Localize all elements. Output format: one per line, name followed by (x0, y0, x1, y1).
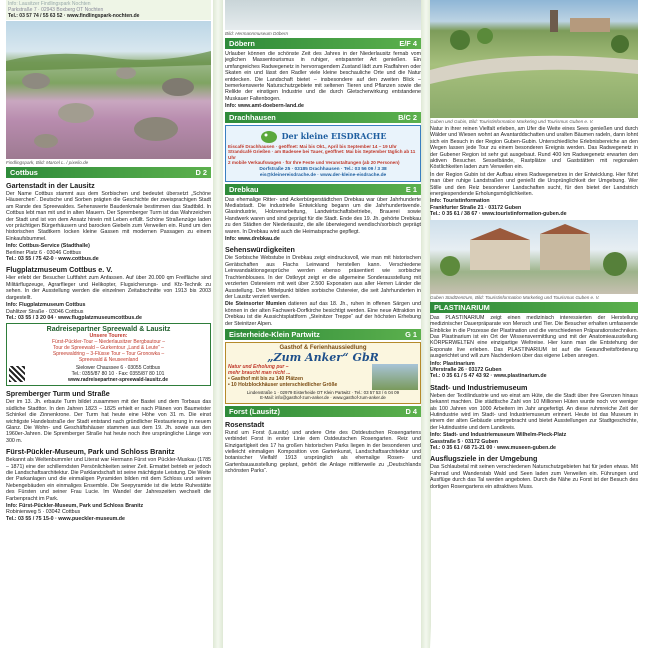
ad-line: Eiscafé Drachhausen · geöffnet: Mai bis Okt., April bis September 14 – 19 Uhr (228, 143, 397, 149)
ad-web[interactable]: E-Mail: info@gasthof-zum-anker.de · www.gasthof-zum-anker.de (260, 395, 386, 401)
info-line: Gasstraße 5 · 03172 Guben (430, 438, 499, 445)
top-info-line: Tel.: 03 57 74 / 55 63 52 · www.findlingspark-nochten.de (8, 13, 140, 19)
photo-caption: Guben Stadtzentrum, Bild: Touristinformation Marketing und Tourismus Guben e. V. (430, 294, 600, 300)
heading: Ausflugsziele in der Umgebung (430, 454, 538, 464)
ad-line: • 10 Holzblockhäuser unterschiedlicher Größe (228, 381, 338, 388)
ad-subtitle: Unsere Touren: (89, 333, 128, 340)
paragraph: Der Name Cottbus stammt aus dem Sorbischen und bedeutet übersetzt „Schöne Häuserchen“. Deutsche und Sorben prägten die Geschichte der zweisprachigen Stadt am Rande des Spreewaldes. Sehenswerte Baudenkmale bestimmen das Stadtbild. In Cottbus lebt man mit und in alten Mauern. Der Spremberger Turm ist das Wahrzeichen der Stadt und ist von dem Ansatz hinein mit Leben erfüllt. Schöne Straßenzüge laden vor prächtigen Bürgerhäusern und barocken Giebeln zum Verweilen ein. Rund um den historischen Stadtkern locken kleine Gassen mit modernen Passagen zu einem Einkaufsbummel. (6, 191, 211, 242)
paragraph: Das ehemalige Ritter- und Ackerbürgerstädtchen Drebkau war über Jahrhunderte Mediatstadt. Die industrielle Entwicklung begann um die Jahrhundertwende. Glasindustrie, Holzverarbeitung, Landwirtschaftsbetriebe, Brauerei sowie Handwerk waren und sind geprägt für die Stadt. Ende des 19. Jh. gehörte Drebkau zu den Städten der Niederlausitz, die alle überwiegend wendisch/sorbisch geprägt waren. In Drebkau wird auch die Heimatsprache gepflegt. (225, 196, 421, 235)
heading: Flugplatzmuseum Cottbus e. V. (6, 265, 113, 275)
doebern-photo (225, 0, 421, 30)
info-line: Tel.: 0 35 61 / 38 67 · www.touristinformation-guben.de (430, 211, 567, 218)
paragraph: Hier erlebt der Besucher Luftfahrt zum Anfassen. Auf über 20.000 qm Freifläche sind Militärflugzeuge, Agrarflieger und Helikopter, Flugsicherungs- und Kfz-Technik zu sehen. In der Ausstellung werden die einzelnen Zeitabschnitte von 1913 bis 2003 dargestellt. (6, 275, 211, 301)
map-grid-ref: E/F 4 (399, 39, 417, 48)
ad-phone: Tel.: 0355/87 80 10 · Fax: 0355/87 80 101 (71, 371, 165, 378)
column-gutter (213, 0, 223, 648)
ad-contact (9, 365, 208, 383)
guben-photo (430, 0, 638, 118)
map-grid-ref: B/C 2 (398, 112, 417, 122)
section-title: Drachhausen (229, 112, 276, 122)
dragon-icon (260, 128, 278, 144)
inline-heading: Die Steinsorter Mumien (225, 301, 286, 308)
map-grid-ref: D 4 (405, 406, 417, 416)
paragraph: In der Region Gubin ist der Aufbau eines Radwegenetzes in der Entwicklung. Hier führt man über ruhige Landstraßen und genießt die Ursprünglichkeit der Umgebung. Wer Stille und den Reiz besonderer Landschaften sucht, für den bietet der Landstrich energiespendende Erholungsmöglichkeiten. (430, 171, 638, 198)
ad-title: Gasthof & Ferienhaussiedlung (279, 344, 367, 351)
info-line: Info: Touristinformation (430, 198, 490, 205)
info-line: Berliner Platz 6 · 03046 Cottbus (6, 249, 82, 256)
ad-body (228, 364, 418, 390)
section-bar-eisterheide (225, 329, 421, 340)
ad-tour-line: Fürst-Pückler-Tour – Niederlausitzer Bergbautour – (51, 339, 166, 346)
ad-address: Dorfstraße 25 · 03185 Drachhausen · Tel.: 03 56 09 / 3 38 (259, 167, 387, 173)
info-line: Info: Plastinarium (430, 360, 475, 367)
map-grid-ref: G 1 (405, 329, 417, 339)
paragraph (225, 301, 421, 327)
ad-address: Sielower Chaussee 6 · 03055 Cottbus (75, 365, 161, 372)
ad-header (228, 128, 418, 144)
map-grid-ref: E 1 (405, 184, 417, 194)
section-bar-cottbus (6, 167, 211, 178)
zum-anker-ad (225, 342, 421, 404)
info-line: Tel.: 03 55 / 75 15-0 · www.pueckler-museum.de (6, 515, 125, 522)
info-line: Info: Flugplatzmuseum Cottbus (6, 302, 86, 309)
section-title: Cottbus (10, 168, 38, 177)
ad-web[interactable]: eis@kleinereisdrache.de · www.der-kleine-eisdrache.de (259, 172, 387, 178)
ad-tour-line: Tour de Spreewald – Gurkentour „Land & Leute“ – (53, 345, 164, 352)
ad-line: mehr braucht man nicht ... (228, 369, 291, 376)
info-line: Tel.: 03 55 / 75 42-0 · www.cottbus.de (6, 256, 99, 263)
ad-web[interactable]: www.radreisepartner-spreewald-lausitz.de (67, 377, 169, 384)
info-line: Robinienweg 5 · 03042 Cottbus (6, 509, 81, 516)
paragraph: Neben der Textilindustrie und wo einst am Hüte, die die Stadt über ihre Grenzen hinaus bekannt machten. Die städtische Zahl von 10 Millionen Hüten wurde noch vor weniger als 100 Jahren von 1000 Arbeitern im Jahr angefertigt. An diese ruhmreiche Zeit der Hutindustrie wird im Stadt- und Industriemuseum erinnert. Heute ist das Museum in einem der alten Gebäude untergebracht und bietet Ausstellungen zur Stadtgeschichte, der Hutindustrie und dem Landkreis. (430, 392, 638, 431)
info-line: Info: www.amt-doebern-land.de (225, 103, 304, 110)
info-line: Dahlitzer Straße · 03046 Cottbus (6, 308, 84, 315)
section-title: Drebkau (229, 184, 259, 194)
photo-caption: Guben und Gubin, Bild: Touristinformation Marketing und Tourismus Guben e. V. (430, 119, 594, 124)
gasthof-photo (372, 364, 418, 390)
column-guben (430, 0, 638, 648)
paragraph: Das Schlaubetal mit seinen verschiedenen Naturschutzgebieten hat für jeden etwas. Mit Fahrrad und Wanderstab Wald und Seen laden zum Verweilen ein. Führungen und Ausflüge durch das Tal werden angeboten. Durch die Nähe zu Forst ist der Besuch des dortigen Rosengartens ein attraktives Muss. (430, 464, 638, 490)
guben-buildings-graphic (430, 220, 638, 294)
radreisepartner-ad (6, 323, 211, 386)
bottom-fade (6, 626, 211, 648)
ad-tour-line: Spreewald & Neuseenland (78, 357, 139, 364)
section-bar-plastinarium (430, 302, 638, 313)
heading: Sehenswürdigkeiten (225, 245, 295, 255)
paragraph: Urlauber können die schönste Zeit des Jahres in der Niederlausitz fernab vom jeglichen Massentourismus in ruhiger, entspannter Art genießen. Ein umfangreiches Radwegenetz in hervorragendem Zustand lädt zum Radfahren oder Skaten ein und lässt den Radler viele kleine beschauliche Orte und die Natur entdecken. Die Landschaft bietet – insbesondere auf den zweiten Blick – bemerkenswerte Naturschutzgebiete mit seltenen Tieren und Pflanzen sowie die Relikte der einstigen Industrie und die durch Gletscherwirkung entstandene Muskauer Faltenbogen. (225, 51, 421, 102)
qr-code-icon (9, 366, 25, 382)
info-line: Info: Cottbus-Service (Stadthalle) (6, 243, 90, 250)
paragraph: Natur in ihrer reinen Vielfalt erleben, am Ufer die Weite eines Sees genießen und durch Wälder und Wiesen wohnt an Avantarddschatten und uralten Bäumen radeln, dann lohnt sich ein Besuch in der Region Guben-Gubin. Unterschiedliche Erlebnisbereiche an den Wegen lassen jede Tour zu einem besonderen Ereignis werden. Das Radwegenetz in der Gubener Region ist sehr gut ausgebaut. Rund 400 km Radwegenetz erwarten den aktiven Besucher. Sesselbände, Rastplätze und Gaststätten mit regionalen Köstlichkeiten laden zum Verweilen ein. (430, 126, 638, 171)
section-bar-drachhausen (225, 112, 421, 123)
info-line: Tel.: 0 35 61 / 68 71-21 00 · www.museen-guben.de (430, 445, 556, 451)
bottom-fade (430, 626, 638, 648)
heading: Stadt- und Industriemuseum (430, 382, 528, 392)
photo-caption: Findlingspark, Bild: Marcel L. / pixelio.de (6, 160, 89, 165)
ad-address: Lindenstraße 1 · 02979 Eisterheide OT Klein Partwitz · Tel.: 03 57 53 / 6 04 09 (246, 389, 400, 395)
info-line: Info: Stadt- und Industriemuseum Wilhelm-Pieck-Platz (430, 432, 567, 439)
findlingspark-stones-graphic (6, 21, 211, 159)
paragraph-text: datieren auf das 18. Jh., ruhen in offenen Särgen und können in der alten Fachwerk-Dorfkirche besichtigt werden. Eine neue Attraktion in Drebkau ist die Aussichtsplattform „Steinitzer Treppe“ auf der höchsten Erhebung der Steinitzer Alpen. (225, 301, 421, 327)
map-grid-ref: D 2 (195, 168, 207, 177)
paragraph: Die Sorbische Webstube in Drebkau zeigt eindrucksvoll, wie man mit historischen Gerätschaften aus Flachs Leinwand herstellen kann. Verschiedene Leinwandaktionsgesprüche werden ebenso präsentiert wie sorbische Trachtenblouses. In der Ostkrypt zeigt er die allgemeine Sonderausstellung mit verzierten Ostereiern mit weit über 2.500 Exponaten aus aller Herren Länder die Ausstellung. Den Mittelpunkt bilden sorbische Ostereier, die seit Jahrhunderten in der Lausitz verziert werden. (225, 255, 421, 300)
info-line: Info: Fürst-Pückler-Museum, Park und Schloss Branitz (6, 503, 144, 509)
ad-line: • Gasthof mit bis zu 140 Plätzen (228, 375, 304, 382)
top-info (6, 0, 211, 20)
info-line: Info: www.drebkau.de (225, 236, 280, 243)
eisdrache-ad (225, 125, 421, 182)
info-line: Tel.: 0 35 61 / 5 47 43 92 · www.plastinarium.de (430, 373, 547, 380)
ad-line: Natur und Erholung pur – (228, 363, 289, 370)
heading: Fürst-Pückler-Museum, Park und Schloss Branitz (6, 447, 175, 457)
section-bar-forst (225, 406, 421, 417)
photo-caption: Bild: Hermannmuseum Döbern (225, 31, 289, 36)
paragraph: Der im 13. Jh. erbaute Turm bildet zusammen mit der Bastei und dem Torbaus das südliche Stadttor. In den Jahren 1823 – 1825 erhielt er nach Plänen von Baumeister Schinkel die Zinnenkrone. Der Turm hat heute eine Höhe von 31 m. Die einst wichtigste Handelsstraße der Stadt entstand nach gründlicher Restaurierung in neuem Glanz. Die Wohn- und Geschäftshäuser stammen aus dem 19. Jh. sowie aus den 1960er-Jahren. Die Spremberger Straße hat heute noch ihre ursprüngliche Länge von 300 m. (6, 399, 211, 444)
ad-title: Der kleine EISDRACHE (281, 130, 387, 141)
top-info-line: Info: Lausitzer Findlingspark Nochten (8, 1, 91, 7)
paragraph: Bekannt als Weltenbummler und Literat war Hermann Fürst von Pückler-Muskau (1785 – 1871) eine der schillerndsten Persönlichkeiten seiner Zeit. Ermattet betrieb er jedoch die Landschaftsarchitektur. Die Parklandschaft ist seine mächtigste Leistung. Die Weite der Parkanlagen und die einmaligen Pyramiden bilden mit dem Schloss und seinen Nebengebäuden ein einmaliges Ensemble. Die Seepyramide ist die letzte Ruhestätte des Fürsten und seiner Frau Lucie. Im Wandel der Jahreszeiten wechselt die Farbenpracht im Park. (6, 457, 211, 502)
heading: Spremberger Turm und Straße (6, 389, 110, 399)
ad-tour-line: Spreewaldring – 3-Flüsse Tour – Tour Gronowka – (52, 351, 165, 358)
section-bar-doebern (225, 38, 421, 49)
section-title: Forst (Lausitz) (229, 406, 280, 416)
bottom-fade (225, 626, 421, 648)
ad-line: Strandcafé Grießen · am Badesee bei Tauer, geöffnet: Mai bis September täglich ab 11 Uhr (228, 149, 416, 160)
heading: Gartenstadt in der Lausitz (6, 181, 95, 190)
ad-title: Radreisepartner Spreewald & Lausitz (46, 326, 171, 334)
heading: Rosenstadt (225, 419, 265, 429)
section-title: Döbern (229, 39, 255, 48)
guben-park-graphic (430, 0, 638, 118)
info-line: Uferstraße 26 · 03172 Guben (430, 366, 502, 373)
section-title: PLASTINARIUM (434, 302, 490, 312)
ad-name: „Zum Anker“ GbR (267, 350, 379, 364)
top-info-line: Parkstraße 7 · 02943 Boxberg OT Nochten (8, 7, 104, 13)
paragraph: Das PLASTINARIUM zeigt einen medizinisch interessierten der Herstellung medizinischer Dauerpräparate von Mensch und Tier. Die Besucher erhalten umfassende Einblicke in die Prozesse der Plastination und die verschiedenen Präparationstechniken. Das Plastinarium ist ein Ort der Wissensvermittlung und mit der Anatomieausstellung KÖRPERWELTEN eine einzigartige Weltreise. Hier kann man die Entstehung der Exponate live erleben. Das PLASTINARIUM ist auf die Gesundheitsförderung ausgerichtet und will zum Nachdenken über das eigene Leben anregen. (430, 314, 638, 360)
section-title: Eisterheide-Klein Partwitz (229, 329, 320, 339)
column-doebern (225, 0, 421, 648)
info-line: Frankfurter Straße 21 · 03172 Guben (430, 204, 522, 211)
section-bar-drebkau (225, 184, 421, 195)
ad-line: 2 mobile Verkaufswagen · für Ihre Feste und Veranstaltungen (ab 20 Personen) (228, 160, 400, 166)
column-cottbus (6, 0, 211, 648)
guben-stadtzentrum-photo (430, 220, 638, 294)
paragraph: Rund um Forst (Lausitz) und andere Orte des Ostdeutschen Rosengartens verbindet Forst in erster Linie dem Ostdeutschen Rosengarten. Reiz und Einzigartigkeit des 17 ha großen historischen Parks liegen in der besonderen und vielleicht einmaligen Komposition von Gartenkunst, Landschaftsarchitektur und botanischer Vielfalt! 1913 ursprünglich als ehemalige Rosen- und Gartenbauausstellung geplant, gehört die Anlage mittlerweile zu „Deutschlands schönsten Parks“. (225, 429, 421, 475)
findlingspark-photo (6, 21, 211, 159)
info-line: Tel.: 03 55 / 3 20 04 · www.flugplatzmuseumcottbus.de (6, 314, 142, 321)
